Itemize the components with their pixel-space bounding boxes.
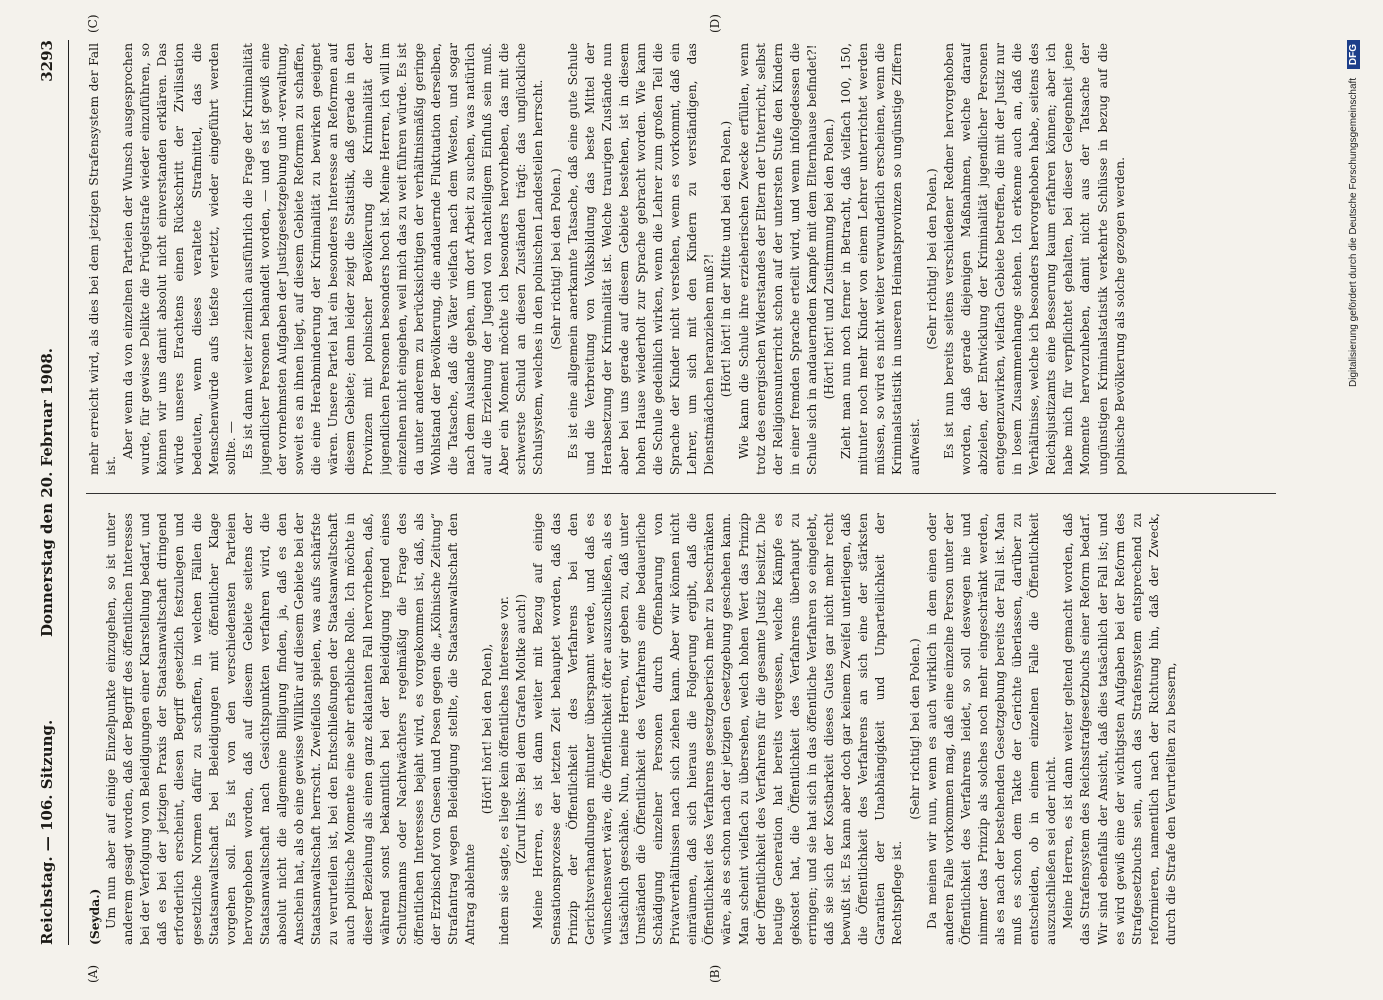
interjection: (Hört! hört! in der Mitte und bei den Polen.) [719, 120, 734, 398]
left-column [86, 513, 1276, 945]
paragraph: mehr erreicht wird, als dies bei dem jetzigen Strafensystem der Fall ist. [87, 43, 119, 475]
paragraph: Da meinen wir nun, wenn es auch wirklich in dem einen oder anderen Falle vorkommen mag, daß eine einzelne Person unter der Öffentlichkeit des Verfahrens leidet, so soll deswegen nie und nimmer das Prinzip als solches noch mehr eingeschränkt werden, als es nach der bestehenden Gesetzgebung bereits der Fall ist. Man muß es schon dem Takte der Gerichte überlassen, darüber zu entscheiden, ob in einem einzelnen Falle die Öffentlichkeit auszuschließen sei oder nicht. [924, 513, 1059, 945]
interjection: (Hört! hört! bei den Polen), [480, 643, 495, 815]
paragraph: Um nun aber auf einige Einzelpunkte einzugehen, so ist unter anderem gesagt worden, daß der Begriff des öffentlichen Interesses bei der Verfolgung von Beleidigungen einer Klarstellung bedarf, und daß es bei der jetzigen Praxis der Staatsanwaltschaft dringend erforderlich erscheint, diesen Begriff gesetzlich festzulegen und gesetzliche Normen dafür zu schaffen, in welchen Fällen die Staatsanwaltschaft bei Beleidigungen mit öffentlicher Klage vorgehen soll. Es ist von den verschiedensten Parteien hervorgehoben worden, daß auf diesem Gebiete seitens der Staatsanwaltschaft nach Gesichtspunkten verfahren wird, die absolut nicht die allgemeine Billigung finden, ja, daß es den Anschein hat, als ob eine gewisse Willkür auf diesem Gebiete bei der Staatsanwaltschaft herrscht. Zweifellos spielen, was aufs schärfste zu verurteilen ist, bei den Entschließungen der Staatsanwaltschaft auch politische Momente eine sehr erhebliche Rolle. Ich möchte in dieser Beziehung als einen ganz eklatanten Fall hervorheben, daß, während sonst bekanntlich bei der Beleidigung irgend eines Schutzmanns oder Nachtwächters regelmäßig die Frage des öffentlichen Interesses bejaht wird, es vorgekommen ist, daß, als der Erzbischof von Gnesen und Posen gegen die „Kölnische Zeitung“ Strafantrag wegen Beleidigung stellte, die Staatsanwaltschaft den Antrag ablehnte [104, 513, 478, 945]
paragraph: indem sie sagte, es liege kein öffentliches Interesse vor. [497, 596, 512, 945]
margin-marker-a: (A) [86, 964, 100, 983]
credit-text: Digitalisierung gefördert durch die Deutsche Forschungsgemeinschaft [1348, 77, 1359, 387]
header-date: Donnerstag den 20. Februar 1908. [38, 347, 56, 638]
digitization-credit [1347, 40, 1360, 945]
paragraph: Aber wenn da von einzelnen Parteien der Wunsch ausgesprochen wurde, für gewisse Delikte die Prügelstrafe wieder einzuführen, so können wir uns damit absolut nicht einverstanden erklären. Das würde unseres Erachtens einen Rückschritt der Zivilisation bedeuten, wenn dieses veraltete Strafmittel, das die Menschenwürde aufs tiefste verletzt, wieder eingeführt werden sollte. — [121, 43, 238, 475]
margin-marker-d: (D) [708, 14, 722, 33]
paragraph: Meine Herren, es ist dann weiter mit Bezug auf einige Sensationsprozesse der letzten Zeit behauptet worden, daß das Prinzip der Öffentlichkeit des Verfahrens bei den Gerichtsverhandlungen mitunter überspannt werde, und daß es wünschenswert wäre, die Öffentlichkeit öfter auszuschließen, als es tatsächlich geschähe. Nun, meine Herren, wir geben zu, daß unter Umständen die Öffentlichkeit des Verfahrens eine bedauerliche Schädigung einzelner Personen durch Offenbarung von Privatverhältnissen nach sich ziehen kann. Aber wir können nicht einräumen, daß sich hieraus die Folgerung ergibt, daß die Öffentlichkeit des Verfahrens gesetzgeberisch mehr zu beschränken wäre, als es schon nach der jetzigen Gesetzgebung geschehen kann. Man scheint vielfach zu übersehen, welch hohen Wert das Prinzip der Öffentlichkeit des Verfahrens für die gesamte Justiz besitzt. Die heutige Generation hat bereits vergessen, welche Kämpfe es gekostet hat, die Öffentlichkeit des Verfahrens überhaupt zu erringen; und sie hat sich in das öffentliche Verfahren so eingelebt, daß sie sich der Kostbarkeit dieses Gutes gar nicht mehr recht bewußt ist. Es kann aber doch gar keinem Zweifel unterliegen, daß die Öffentlichkeit des Verfahrens an sich eine der stärksten Garantien der Unabhängigkeit und Unparteilichkeit der Rechtspflege ist. [531, 513, 905, 945]
interjection: (Zuruf links: Bei dem Grafen Moltke auch!) [514, 594, 529, 864]
interjection: (Sehr richtig! bei den Polen.) [548, 168, 563, 350]
interjection: (Sehr richtig! bei den Polen.) [924, 168, 939, 350]
paragraph: Es ist eine allgemein anerkannte Tatsache, daß eine gute Schule und die Verbreitung von Volksbildung das beste Mittel der Herabsetzung der Kriminalität ist. Welche traurigen Zustände nun aber bei uns gerade auf diesem Gebiete bestehen, ist in diesem hohen Hause wiederholt zur Sprache gebracht worden. Wie kann die Schule gedeihlich wirken, wenn die Lehrer zum großen Teil die Sprache der Kinder nicht verstehen, wenn es vorkommt, daß ein Lehrer, um sich mit den Kindern zu verständigen, das Dienstmädchen heranziehen muß?! [565, 43, 717, 475]
speaker-name: (Seyda.) [87, 888, 102, 945]
page-number: 3293 [38, 40, 56, 82]
header-session: Reichstag. — 106. Sitzung. [38, 719, 56, 945]
paragraph: Es ist nun bereits seitens verschiedener Redner hervorgehoben worden, daß gerade diejenigen Maßnahmen, welche darauf abzielen, der Entwicklung der Kriminalität jugendlicher Personen entgegenzuwirken, vielfach Gebiete betreffen, die mit der Justiz nur in losem Zusammenhange stehen. Ich erkenne auch an, daß die Verhältnisse, welche ich besonders hervorgehoben habe, seitens des Reichsjustizamts eine Besserung kaum erfahren können; aber ich habe mich für verpflichtet gehalten, bei dieser Gelegenheit jene Momente hervorzuheben, damit nicht aus der Tatsache der ungünstigen Kriminalstatistik verkehrte Schlüsse in bezug auf die polnische Bevölkerung als solche gezogen werden. [941, 43, 1127, 475]
paragraph: Zieht man nun noch ferner in Betracht, daß vielfach 100, 150, mitunter noch mehr Kinder von einem Lehrer unterrichtet werden müssen, so wird es nicht weiter verwunderlich erscheinen, wenn die Kriminalstatistik in unseren Heimatsprovinzen so ungünstige Ziffern aufweist. [839, 43, 922, 475]
margin-marker-c: (C) [86, 14, 100, 33]
paragraph: Wie kann die Schule ihre erzieherischen Zwecke erfüllen, wenn trotz des energischen Widerstandes der Eltern der Unterricht, selbst der Religionsunterricht schon auf der untersten Stufe den Kindern in einer fremden Sprache erteilt wird, und wenn infolgedessen die Schule sich in andauerndem Kampfe mit dem Elternhause befindet?! [736, 43, 819, 475]
right-column [86, 43, 1276, 475]
column-divider [86, 493, 1276, 494]
dfg-logo: DFG [1347, 40, 1360, 69]
margin-marker-b: (B) [708, 964, 722, 983]
page-header [28, 40, 69, 945]
paragraph: Meine Herren, es ist dann weiter geltend gemacht worden, daß das Strafensystem des Reichsstrafgesetzbuchs einer Reform bedarf. Wir sind ebenfalls der Ansicht, daß dies tatsächlich der Fall ist; und es wird gewiß eine der wichtigsten Aufgaben bei der Reform des Strafgesetzbuchs sein, auch das Strafensystem entsprechend zu reformieren, namentlich nach der Richtung hin, daß der Zweck, durch die Strafe den Verurteilten zu bessern, [1061, 513, 1178, 945]
interjection: (Sehr richtig! bei den Polen.) [907, 638, 922, 820]
document-page [28, 14, 1308, 983]
interjection: (Hört! hört! und Zustimmung bei den Polen.) [822, 118, 837, 400]
paragraph: Es ist dann weiter ziemlich ausführlich die Frage der Kriminalität jugendlicher Personen behandelt worden, — und es ist gewiß eine der vornehmsten Aufgaben der Justizgesetzgebung und -verwaltung, soweit es an ihnen liegt, auf diesem Gebiete Reformen zu schaffen, die eine Herabminderung der Kriminalität zu bewirken geeignet wären. Unsere Partei hat ein besonderes Interesse an Reformen auf diesem Gebiete; denn leider zeigt die Statistik, daß gerade in den Provinzen mit polnischer Bevölkerung die Kriminalität der jugendlichen Personen besonders hoch ist. Meine Herren, ich will im einzelnen nicht eingehen, weil mich das zu weit führen würde. Es ist da unter anderem zu berücksichtigen der verhältnismäßig geringe Wohlstand der Bevölkerung, die andauernde Fluktuation derselben, die Tatsache, daß die Väter vielfach nach dem Westen, und sogar nach dem Auslande gehen, um dort Arbeit zu suchen, was natürlich auf die Erziehung der Jugend von nachteiligem Einfluß sein muß. Aber ein Moment möchte ich besonders hervorheben, das mit die schwerste Schuld an diesen Zuständen trägt: das unglückliche Schulsystem, welches in den polnischen Landesteilen herrscht. [240, 43, 546, 475]
